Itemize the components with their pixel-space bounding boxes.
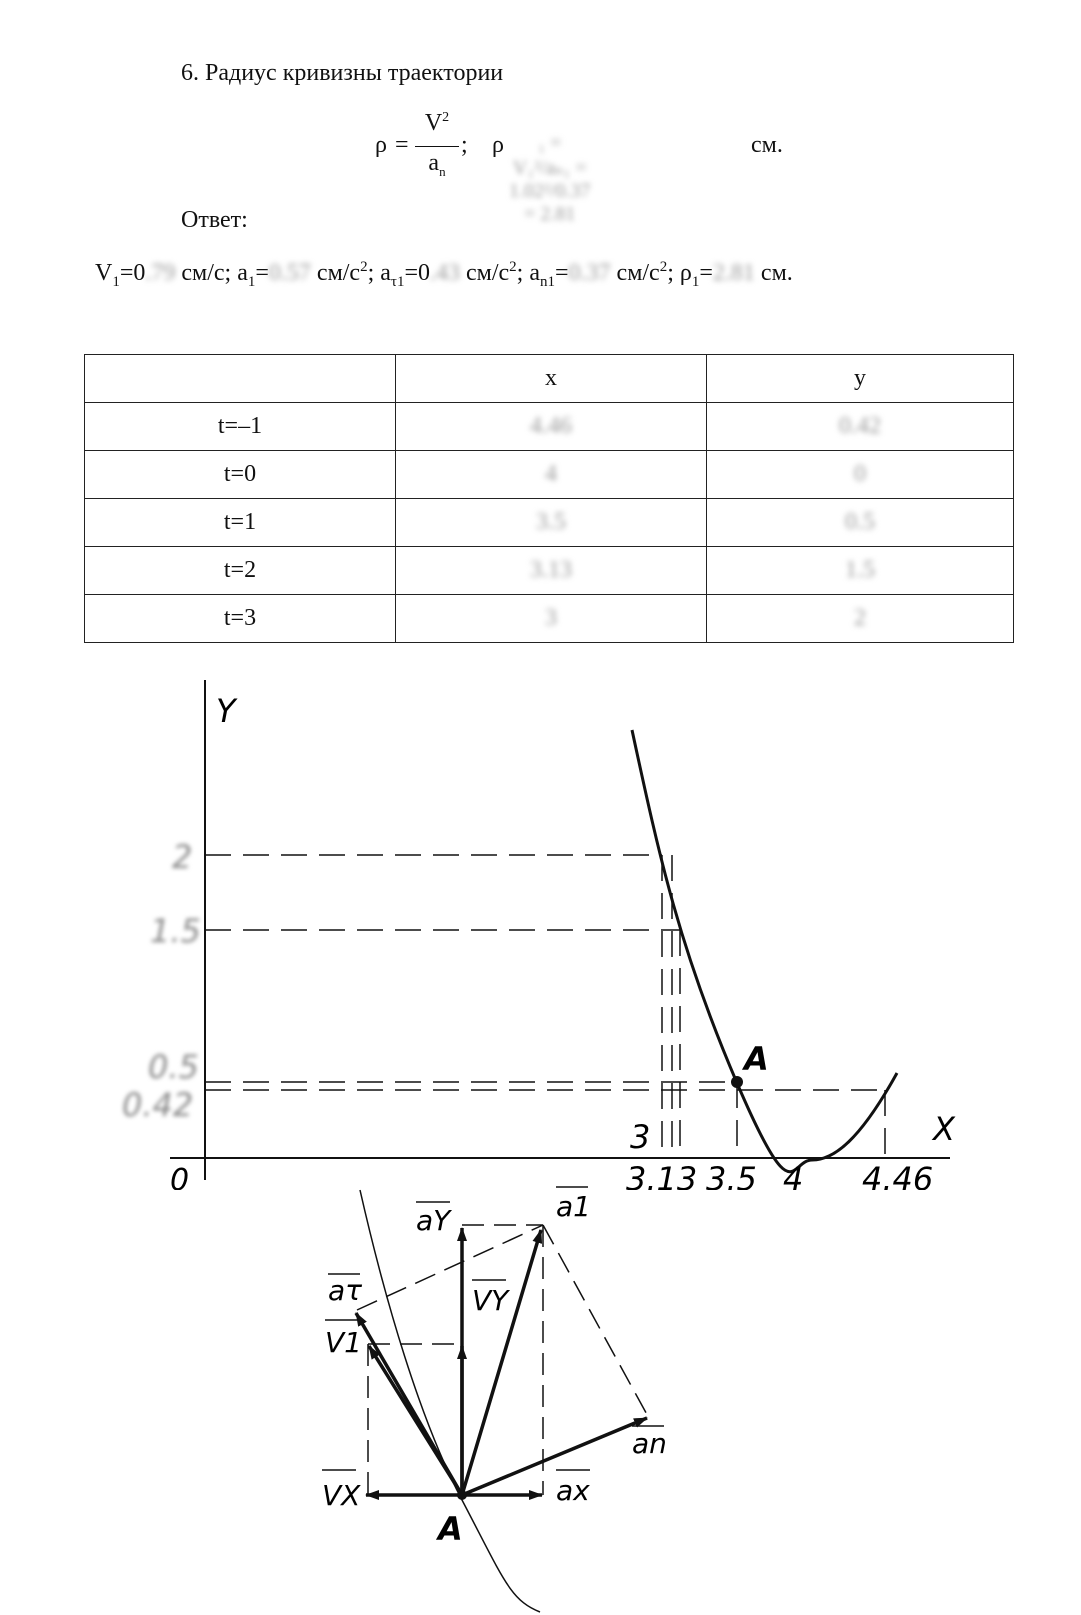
- origin-label: 0: [170, 1163, 190, 1190]
- table-cell-y: 2: [707, 595, 1014, 643]
- table-cell-x: 3: [396, 595, 707, 643]
- point-a-marker: [731, 1076, 743, 1088]
- table-cell-x: 3.5: [396, 499, 707, 547]
- point-a-label: A: [744, 1040, 769, 1078]
- x-tick-4: 4: [783, 1160, 804, 1190]
- table-row: [85, 451, 1014, 499]
- table-row: [85, 595, 1014, 643]
- answer-line: $V_1=0.79$ см/с; $a_1=0.57$ $см/с^2$; $a_{\tau 1}=0.43$ $см/с^2$; $a_{n1}=0.37$ $см/с^2$; $\rho_1=2.81$ см.: [95, 259, 793, 290]
- trajectory-graph: [0, 670, 1081, 1190]
- y-tick-15: 1.5: [150, 912, 201, 950]
- vector-a1: [462, 1230, 541, 1495]
- x-tick-35: 3.5: [706, 1160, 757, 1190]
- table-cell-t: t=3: [85, 595, 396, 643]
- fraction-denominator: $a_n$: [428, 150, 446, 179]
- table-cell-y: 0.5: [707, 499, 1014, 547]
- table-cell-x: 4.46: [396, 403, 707, 451]
- dash-a1-an: [543, 1225, 650, 1420]
- label-ax: ax: [556, 1474, 590, 1507]
- at-value: .43: [430, 260, 460, 286]
- table-header: x: [396, 355, 707, 403]
- fraction-bar: [415, 146, 459, 147]
- equals-sign: =: [395, 132, 409, 158]
- label-atau: aτ: [328, 1274, 363, 1307]
- fraction-numerator: $V^2$: [424, 110, 450, 136]
- vector-v1: [369, 1346, 462, 1495]
- dash-atau-a1: [357, 1225, 543, 1310]
- rho-value: 2.81: [712, 260, 755, 286]
- table-cell-t: t=2: [85, 547, 396, 595]
- label-a1: a1: [556, 1190, 591, 1223]
- a1-value: 0.57: [268, 260, 311, 286]
- table-cell-y: 0: [707, 451, 1014, 499]
- table-cell-x: 3.13: [396, 547, 707, 595]
- an-value: 0.37: [568, 260, 611, 286]
- label-vy: VY: [472, 1284, 509, 1317]
- rho1-calculation: ₁ = V₁²/aₙ₁ = 1.02²/0.37 = 2.81: [509, 132, 591, 225]
- table-cell-y: 0.42: [707, 403, 1014, 451]
- rho-symbol: ρ: [375, 132, 387, 158]
- table-cell-y: 1.5: [707, 547, 1014, 595]
- x-axis-label: X: [933, 1110, 955, 1148]
- y-tick-2: 2: [172, 838, 193, 876]
- trajectory-curve-detail: [360, 1190, 540, 1612]
- y-tick-05: 0.5: [148, 1048, 199, 1086]
- x-tick-3: 3: [630, 1118, 651, 1156]
- section-heading: 6. Радиус кривизны траектории: [181, 60, 504, 86]
- label-ay: aY: [416, 1204, 451, 1237]
- x-tick-313: 3.13: [626, 1160, 698, 1190]
- v1-value: .79: [145, 260, 176, 286]
- table-row: [85, 499, 1014, 547]
- table-header: y: [707, 355, 1014, 403]
- answer-label: Ответ:: [181, 207, 248, 233]
- table-header: [85, 355, 396, 403]
- table-cell-t: t=–1: [85, 403, 396, 451]
- coordinates-table: [84, 354, 1014, 643]
- label-an: an: [632, 1427, 667, 1460]
- formula-unit: см.: [751, 132, 783, 158]
- formula-semicolon: ;: [461, 132, 468, 158]
- vector-an: [462, 1418, 647, 1495]
- table-cell-t: t=0: [85, 451, 396, 499]
- vector-diagram: [0, 1180, 1081, 1615]
- table-row: [85, 403, 1014, 451]
- table-cell-t: t=1: [85, 499, 396, 547]
- table-row: [85, 547, 1014, 595]
- label-point-a: A: [438, 1510, 463, 1548]
- point-a-origin: [457, 1490, 467, 1500]
- label-vx: VX: [322, 1479, 361, 1512]
- table-header-row: [85, 355, 1014, 403]
- label-v1: V1: [325, 1326, 362, 1359]
- y-tick-042: 0.42: [122, 1086, 194, 1124]
- rho1-symbol: ρ: [492, 132, 504, 158]
- x-tick-446: 4.46: [862, 1160, 934, 1190]
- y-axis-label: Y: [216, 692, 236, 730]
- table-cell-x: 4: [396, 451, 707, 499]
